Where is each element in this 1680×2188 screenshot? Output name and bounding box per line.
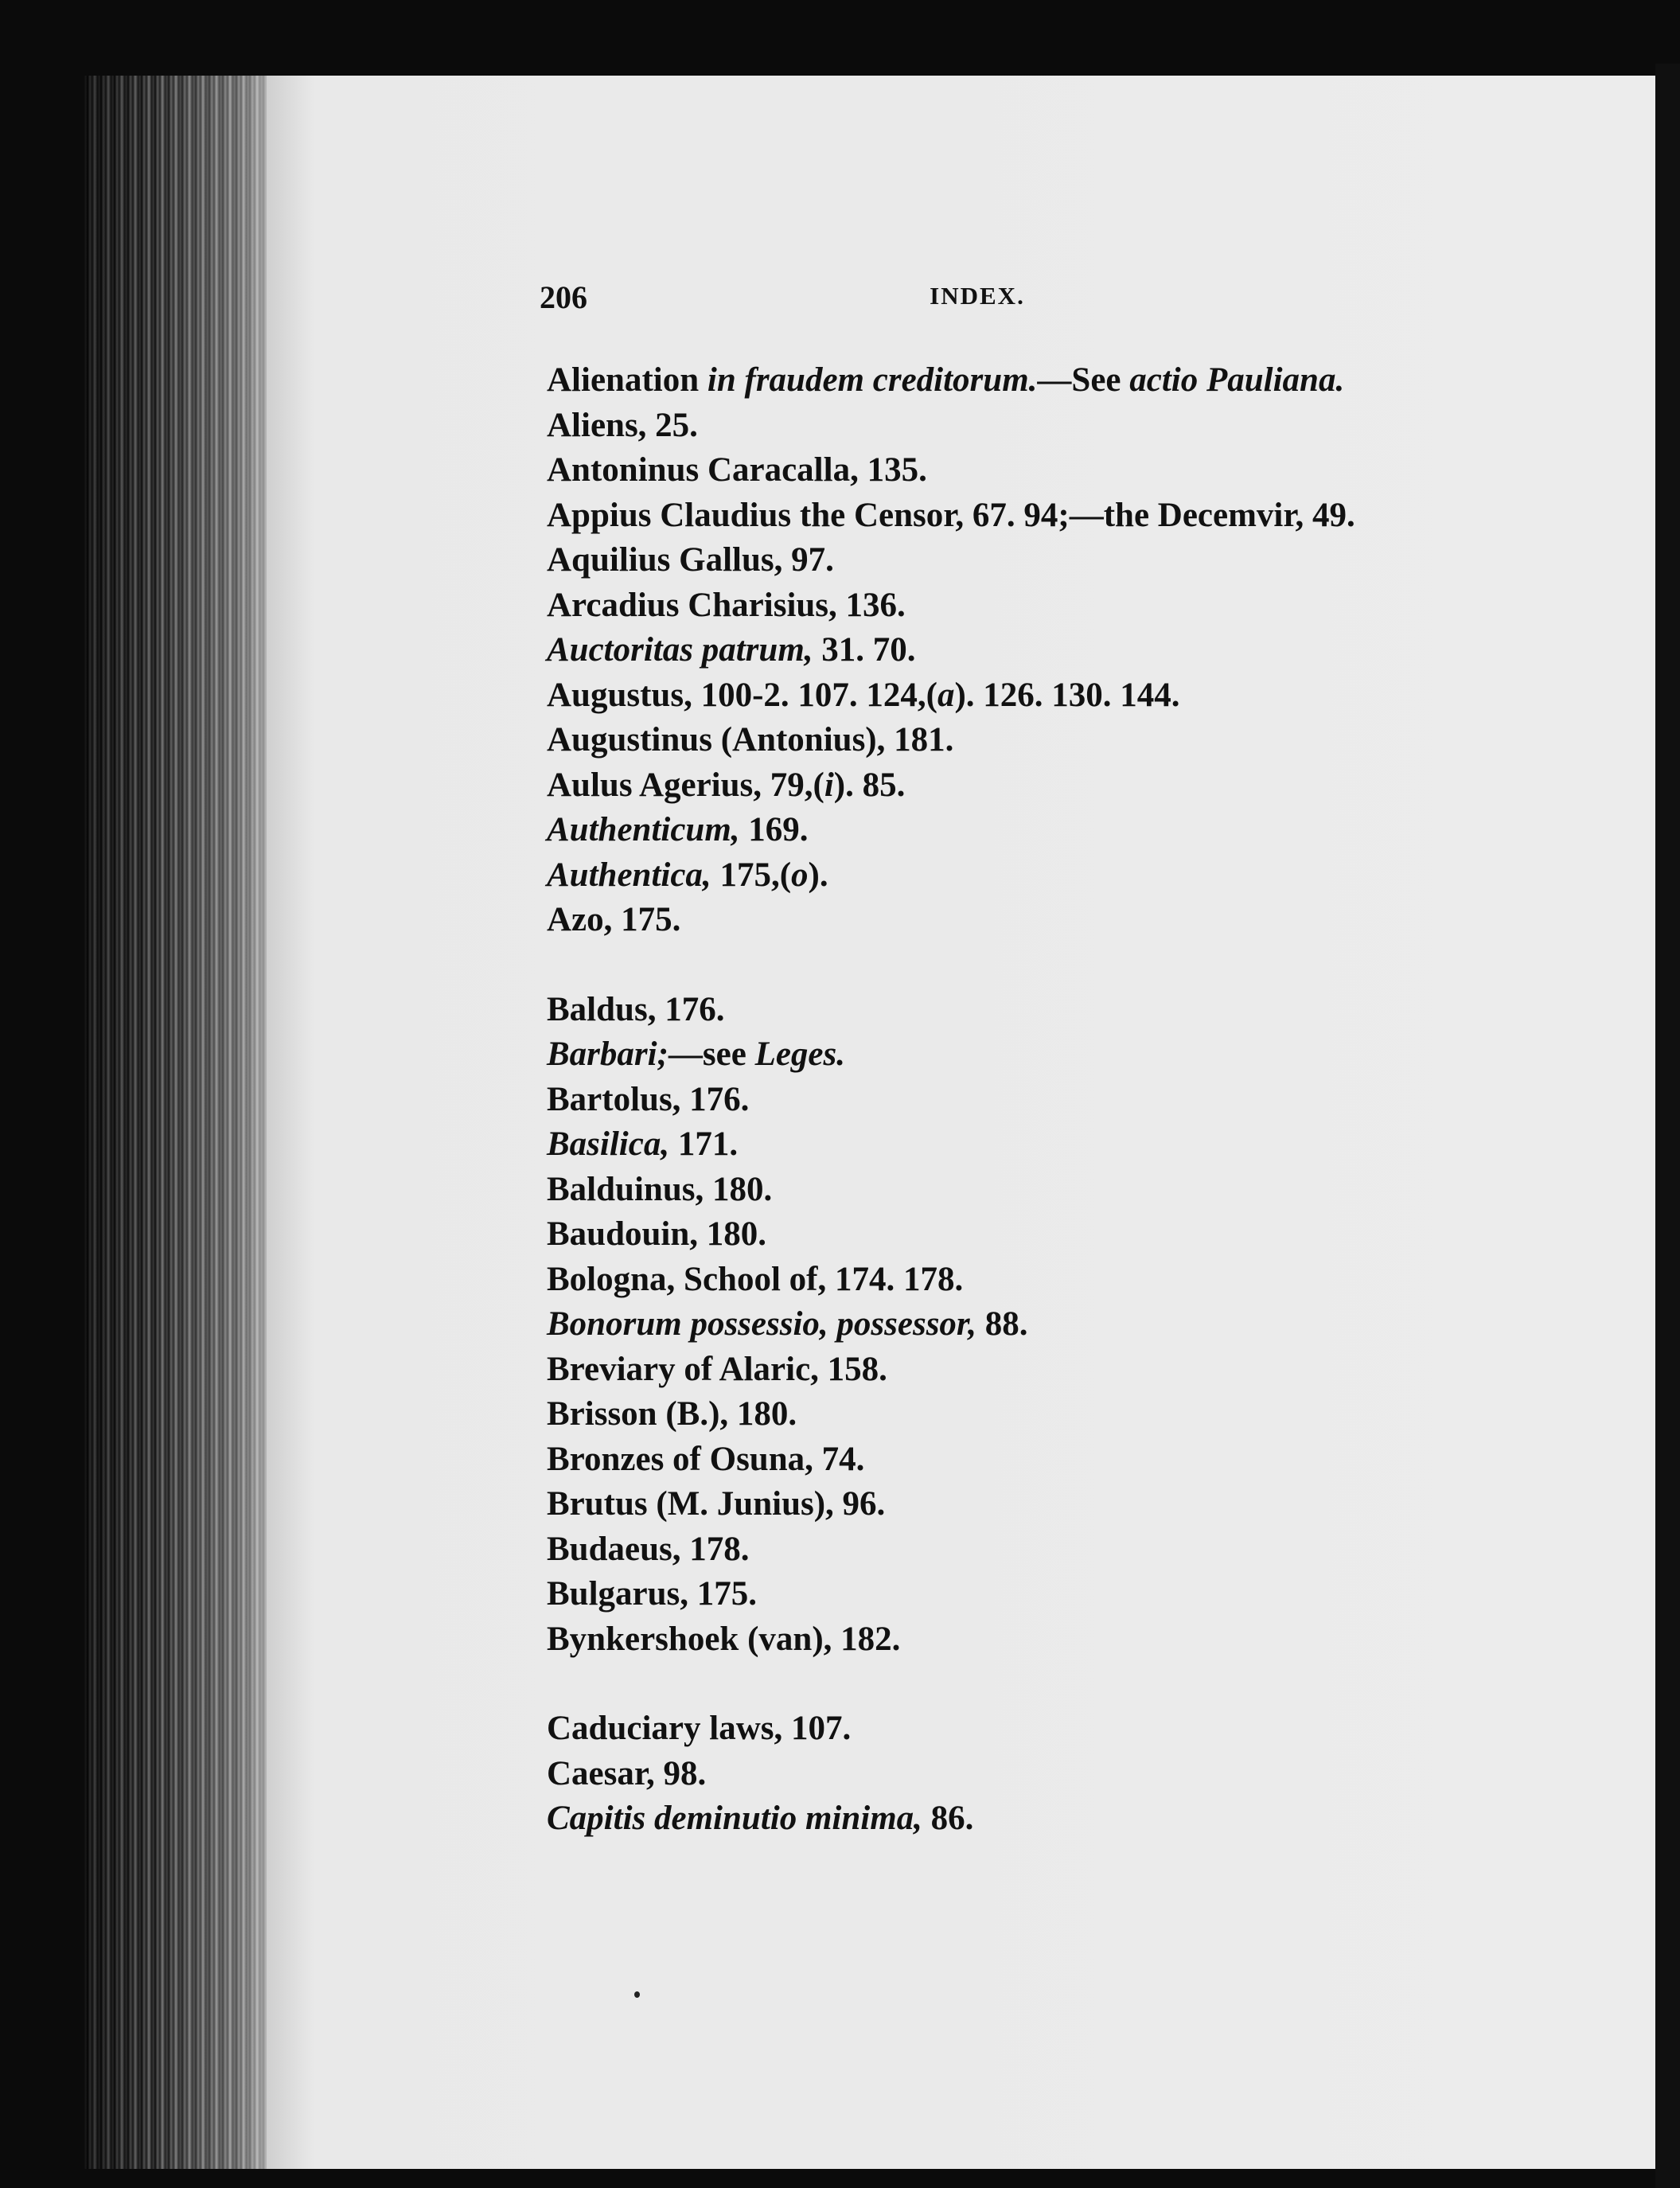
index-entry-italic-text: Authentica, xyxy=(547,856,711,894)
index-entry-italic-text: Capitis deminutio minima, xyxy=(547,1800,922,1837)
index-entry xyxy=(547,1212,1549,1258)
index-entry-text: Brutus (M. Junius), 96. xyxy=(547,1485,886,1523)
index-entry xyxy=(547,1796,1549,1842)
index-entry xyxy=(547,1258,1549,1303)
index-entry xyxy=(547,1032,1549,1078)
index-entry xyxy=(547,1122,1549,1168)
index-entry-text: Antoninus Caracalla, 135. xyxy=(547,451,927,489)
index-entry xyxy=(547,448,1549,493)
index-entry-italic-text: Leges. xyxy=(754,1035,845,1073)
book-page-edges xyxy=(84,76,290,2169)
index-entry-text: —See xyxy=(1037,361,1130,399)
index-entry-italic-text: Authenticum, xyxy=(547,811,740,848)
index-entry xyxy=(547,1617,1549,1663)
running-head: INDEX. xyxy=(930,282,1025,310)
index-entry xyxy=(547,853,1549,899)
index-entry xyxy=(547,1752,1549,1797)
ink-speck xyxy=(634,1991,640,1998)
index-entry xyxy=(547,404,1549,449)
index-entry-italic-text: Basilica, xyxy=(547,1125,670,1163)
page-number: 206 xyxy=(540,279,587,315)
index-entry-text: Bartolus, 176. xyxy=(547,1080,750,1118)
index-entry-text: 169. xyxy=(739,811,809,848)
index-entry-text: ). 85. xyxy=(833,766,906,804)
index-entry-text: Baudouin, 180. xyxy=(547,1215,767,1253)
index-entry-italic-text: Bonorum possessio, possessor, xyxy=(547,1305,977,1343)
index-entry-text: 31. 70. xyxy=(813,631,916,669)
index-entry-text: Balduinus, 180. xyxy=(547,1170,773,1208)
index-entry-italic-text: Barbari; xyxy=(547,1035,668,1073)
index-entry-italic-text: actio Pauliana. xyxy=(1129,361,1345,399)
index-entry-text: Breviary of Alaric, 158. xyxy=(547,1350,887,1388)
index-entry xyxy=(547,1392,1549,1437)
index-entry-text: 88. xyxy=(976,1305,1028,1343)
index-entry xyxy=(547,1168,1549,1213)
index-entry xyxy=(547,1302,1549,1348)
index-entry xyxy=(547,628,1549,673)
index-entry-text: Caesar, 98. xyxy=(547,1754,707,1792)
index-entry xyxy=(547,538,1549,583)
index-entry-text: Bronzes of Osuna, 74. xyxy=(547,1440,865,1478)
index-entry-text: 86. xyxy=(922,1800,974,1837)
index-entry-text: Aliens, 25. xyxy=(547,406,698,444)
index-entry xyxy=(547,718,1549,763)
index-entry-italic-text: Auctoritas patrum, xyxy=(547,631,813,669)
index-entry-text: Arcadius Charisius, 136. xyxy=(547,586,906,624)
index-entry xyxy=(547,898,1549,943)
index-entry-text: Alienation xyxy=(547,361,707,399)
index-entry-italic-text: a xyxy=(937,676,955,714)
index-entry-text: Brisson (B.), 180. xyxy=(547,1395,797,1433)
index-entry-text: Baldus, 176. xyxy=(547,990,725,1028)
index-entry xyxy=(547,1482,1549,1527)
index-entry-text: Bologna, School of, 174. 178. xyxy=(547,1260,964,1298)
index-entry-text: Caduciary laws, 107. xyxy=(547,1710,852,1747)
index-entry xyxy=(547,763,1549,809)
index-entry xyxy=(547,1572,1549,1617)
index-entry xyxy=(547,1078,1549,1123)
index-entry-text: Augustus, 100-2. 107. 124,( xyxy=(547,676,937,714)
index-entry xyxy=(547,988,1549,1033)
index-entry-text: Augustinus (Antonius), 181. xyxy=(547,721,954,759)
index-entry xyxy=(547,1706,1549,1752)
index-entry-text: Bynkershoek (van), 182. xyxy=(547,1620,901,1658)
index-entry-text: ). xyxy=(808,856,828,894)
index-entry-italic-text: i xyxy=(824,766,834,804)
index-entry xyxy=(547,1527,1549,1573)
index-entry-text: Bulgarus, 175. xyxy=(547,1575,758,1613)
index-entry-text: Aulus Agerius, 79,( xyxy=(547,766,824,804)
index-entry xyxy=(547,1437,1549,1483)
index-entry-text: 175,( xyxy=(711,856,792,894)
index-entry xyxy=(547,808,1549,853)
index-entry-italic-text: in fraudem creditorum. xyxy=(707,361,1038,399)
index-entry xyxy=(547,583,1549,629)
index-entry-text: ). 126. 130. 144. xyxy=(954,676,1180,714)
index-entry xyxy=(547,673,1549,719)
index-entry-text: Aquilius Gallus, 97. xyxy=(547,541,834,579)
index-entry-italic-text: o xyxy=(791,856,809,894)
page-header xyxy=(540,279,1335,318)
index-entry-text: Azo, 175. xyxy=(547,901,681,938)
index-entry-text: —see xyxy=(668,1035,755,1073)
right-margin-shadow xyxy=(1655,64,1680,2188)
index-entry-text: Budaeus, 178. xyxy=(547,1530,750,1568)
index-entry-text: Appius Claudius the Censor, 67. 94;—the Decemvir, 49. xyxy=(547,496,1355,534)
index-entry xyxy=(547,1348,1549,1393)
index-entry-text: 171. xyxy=(669,1125,739,1163)
index-list xyxy=(547,358,1549,1842)
index-entry xyxy=(547,358,1549,404)
index-entry xyxy=(547,493,1549,539)
